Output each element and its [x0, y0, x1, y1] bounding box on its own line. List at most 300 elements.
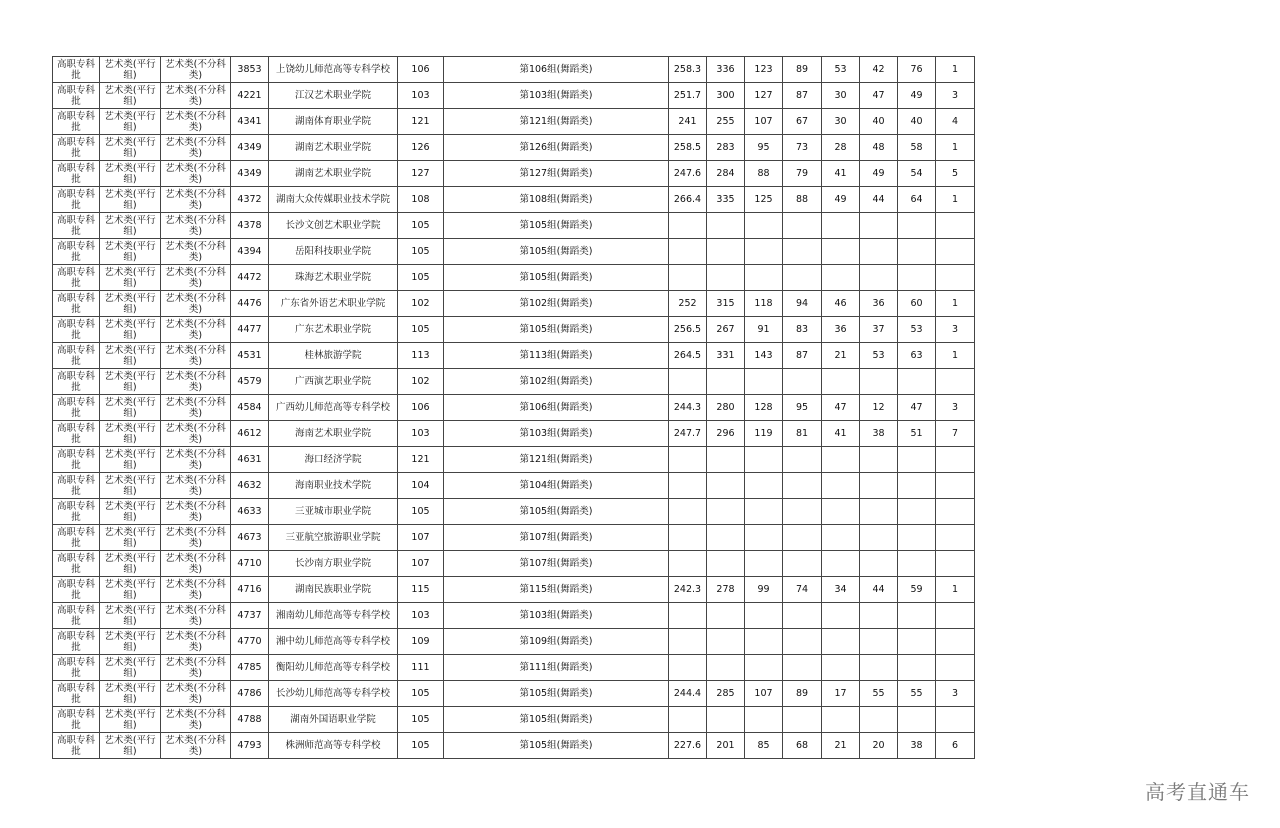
batch-cell: 高职专科批 [53, 239, 100, 265]
value-cell-1 [707, 239, 745, 265]
subject-cell: 艺术类(不分科类) [161, 395, 231, 421]
value-cell-2: 119 [745, 421, 783, 447]
value-cell-6 [898, 655, 936, 681]
subject-cell: 艺术类(不分科类) [161, 473, 231, 499]
batch-cell: 高职专科批 [53, 187, 100, 213]
group-name-cell: 第115组(舞蹈类) [444, 577, 669, 603]
value-cell-1: 278 [707, 577, 745, 603]
count-cell [936, 499, 975, 525]
group-name-cell: 第111组(舞蹈类) [444, 655, 669, 681]
batch-cell: 高职专科批 [53, 421, 100, 447]
school-name-cell: 湘中幼儿师范高等专科学校 [269, 629, 398, 655]
score-cell: 264.5 [669, 343, 707, 369]
value-cell-4: 21 [822, 343, 860, 369]
table-row [53, 473, 975, 499]
group-code-cell: 107 [398, 525, 444, 551]
count-cell: 3 [936, 83, 975, 109]
batch-cell: 高职专科批 [53, 551, 100, 577]
value-cell-1 [707, 551, 745, 577]
value-cell-1: 283 [707, 135, 745, 161]
group-code-cell: 121 [398, 447, 444, 473]
value-cell-5 [860, 213, 898, 239]
value-cell-6: 59 [898, 577, 936, 603]
value-cell-6 [898, 707, 936, 733]
school-name-cell: 三亚城市职业学院 [269, 499, 398, 525]
school-name-cell: 珠海艺术职业学院 [269, 265, 398, 291]
group-code-cell: 126 [398, 135, 444, 161]
table-row [53, 83, 975, 109]
value-cell-4 [822, 551, 860, 577]
group-code-cell: 113 [398, 343, 444, 369]
value-cell-1: 255 [707, 109, 745, 135]
table-row [53, 265, 975, 291]
school-name-cell: 湖南外国语职业学院 [269, 707, 398, 733]
group-name-cell: 第102组(舞蹈类) [444, 369, 669, 395]
value-cell-5: 44 [860, 577, 898, 603]
count-cell [936, 525, 975, 551]
table-row [53, 551, 975, 577]
table-row [53, 291, 975, 317]
category-cell: 艺术类(平行组) [100, 551, 161, 577]
score-cell [669, 499, 707, 525]
subject-cell: 艺术类(不分科类) [161, 707, 231, 733]
value-cell-5: 49 [860, 161, 898, 187]
value-cell-3: 68 [783, 733, 822, 759]
category-cell: 艺术类(平行组) [100, 213, 161, 239]
group-code-cell: 105 [398, 733, 444, 759]
score-cell: 242.3 [669, 577, 707, 603]
school-name-cell: 海口经济学院 [269, 447, 398, 473]
category-cell: 艺术类(平行组) [100, 655, 161, 681]
school-code-cell: 4788 [231, 707, 269, 733]
value-cell-4 [822, 499, 860, 525]
value-cell-4 [822, 655, 860, 681]
value-cell-3: 94 [783, 291, 822, 317]
group-code-cell: 105 [398, 681, 444, 707]
value-cell-5: 44 [860, 187, 898, 213]
count-cell: 6 [936, 733, 975, 759]
value-cell-1 [707, 525, 745, 551]
category-cell: 艺术类(平行组) [100, 57, 161, 83]
value-cell-2: 99 [745, 577, 783, 603]
value-cell-3 [783, 239, 822, 265]
value-cell-2: 127 [745, 83, 783, 109]
table-row [53, 655, 975, 681]
value-cell-1: 280 [707, 395, 745, 421]
school-code-cell: 4472 [231, 265, 269, 291]
value-cell-2: 125 [745, 187, 783, 213]
value-cell-4 [822, 629, 860, 655]
group-name-cell: 第104组(舞蹈类) [444, 473, 669, 499]
table-row [53, 343, 975, 369]
school-name-cell: 衡阳幼儿师范高等专科学校 [269, 655, 398, 681]
group-code-cell: 103 [398, 603, 444, 629]
school-code-cell: 4770 [231, 629, 269, 655]
value-cell-4 [822, 447, 860, 473]
count-cell [936, 265, 975, 291]
group-code-cell: 106 [398, 395, 444, 421]
batch-cell: 高职专科批 [53, 655, 100, 681]
count-cell: 3 [936, 395, 975, 421]
school-code-cell: 4716 [231, 577, 269, 603]
value-cell-1: 315 [707, 291, 745, 317]
batch-cell: 高职专科批 [53, 499, 100, 525]
school-code-cell: 4633 [231, 499, 269, 525]
value-cell-5 [860, 239, 898, 265]
score-cell [669, 239, 707, 265]
school-name-cell: 广东省外语艺术职业学院 [269, 291, 398, 317]
score-cell [669, 707, 707, 733]
category-cell: 艺术类(平行组) [100, 603, 161, 629]
school-name-cell: 湖南体育职业学院 [269, 109, 398, 135]
value-cell-6 [898, 603, 936, 629]
group-code-cell: 102 [398, 291, 444, 317]
subject-cell: 艺术类(不分科类) [161, 525, 231, 551]
school-code-cell: 4579 [231, 369, 269, 395]
school-code-cell: 4476 [231, 291, 269, 317]
count-cell: 3 [936, 317, 975, 343]
batch-cell: 高职专科批 [53, 343, 100, 369]
value-cell-4: 53 [822, 57, 860, 83]
batch-cell: 高职专科批 [53, 135, 100, 161]
count-cell: 7 [936, 421, 975, 447]
school-code-cell: 4793 [231, 733, 269, 759]
value-cell-4 [822, 369, 860, 395]
group-name-cell: 第126组(舞蹈类) [444, 135, 669, 161]
batch-cell: 高职专科批 [53, 629, 100, 655]
count-cell [936, 707, 975, 733]
group-name-cell: 第105组(舞蹈类) [444, 239, 669, 265]
school-name-cell: 广西演艺职业学院 [269, 369, 398, 395]
group-name-cell: 第103组(舞蹈类) [444, 83, 669, 109]
category-cell: 艺术类(平行组) [100, 707, 161, 733]
subject-cell: 艺术类(不分科类) [161, 369, 231, 395]
group-name-cell: 第105组(舞蹈类) [444, 707, 669, 733]
value-cell-3: 87 [783, 83, 822, 109]
school-name-cell: 长沙南方职业学院 [269, 551, 398, 577]
value-cell-3 [783, 499, 822, 525]
batch-cell: 高职专科批 [53, 265, 100, 291]
group-code-cell: 107 [398, 551, 444, 577]
group-code-cell: 102 [398, 369, 444, 395]
group-code-cell: 106 [398, 57, 444, 83]
school-code-cell: 4785 [231, 655, 269, 681]
table-row [53, 603, 975, 629]
score-cell: 266.4 [669, 187, 707, 213]
value-cell-6 [898, 499, 936, 525]
table-row [53, 707, 975, 733]
value-cell-3 [783, 473, 822, 499]
subject-cell: 艺术类(不分科类) [161, 577, 231, 603]
score-cell: 252 [669, 291, 707, 317]
value-cell-5: 20 [860, 733, 898, 759]
school-name-cell: 长沙幼儿师范高等专科学校 [269, 681, 398, 707]
category-cell: 艺术类(平行组) [100, 369, 161, 395]
value-cell-2 [745, 655, 783, 681]
category-cell: 艺术类(平行组) [100, 343, 161, 369]
value-cell-5: 36 [860, 291, 898, 317]
school-code-cell: 4372 [231, 187, 269, 213]
group-name-cell: 第107组(舞蹈类) [444, 551, 669, 577]
value-cell-1 [707, 629, 745, 655]
value-cell-3: 81 [783, 421, 822, 447]
group-name-cell: 第121组(舞蹈类) [444, 109, 669, 135]
value-cell-6 [898, 213, 936, 239]
table-row [53, 629, 975, 655]
value-cell-2: 107 [745, 681, 783, 707]
value-cell-2: 123 [745, 57, 783, 83]
score-cell: 241 [669, 109, 707, 135]
value-cell-2: 107 [745, 109, 783, 135]
value-cell-3: 89 [783, 57, 822, 83]
score-cell [669, 551, 707, 577]
value-cell-1: 284 [707, 161, 745, 187]
value-cell-2 [745, 369, 783, 395]
score-cell: 258.3 [669, 57, 707, 83]
category-cell: 艺术类(平行组) [100, 239, 161, 265]
category-cell: 艺术类(平行组) [100, 629, 161, 655]
category-cell: 艺术类(平行组) [100, 473, 161, 499]
value-cell-1 [707, 447, 745, 473]
school-name-cell: 湖南艺术职业学院 [269, 135, 398, 161]
table-row [53, 421, 975, 447]
category-cell: 艺术类(平行组) [100, 317, 161, 343]
score-cell: 258.5 [669, 135, 707, 161]
value-cell-6: 76 [898, 57, 936, 83]
table-row [53, 525, 975, 551]
batch-cell: 高职专科批 [53, 681, 100, 707]
value-cell-4: 41 [822, 421, 860, 447]
value-cell-3: 89 [783, 681, 822, 707]
value-cell-5: 38 [860, 421, 898, 447]
category-cell: 艺术类(平行组) [100, 291, 161, 317]
subject-cell: 艺术类(不分科类) [161, 733, 231, 759]
table-row [53, 187, 975, 213]
school-code-cell: 4612 [231, 421, 269, 447]
value-cell-3: 73 [783, 135, 822, 161]
score-cell [669, 447, 707, 473]
subject-cell: 艺术类(不分科类) [161, 499, 231, 525]
score-cell [669, 473, 707, 499]
category-cell: 艺术类(平行组) [100, 525, 161, 551]
count-cell: 1 [936, 57, 975, 83]
subject-cell: 艺术类(不分科类) [161, 603, 231, 629]
value-cell-3 [783, 265, 822, 291]
value-cell-6: 58 [898, 135, 936, 161]
value-cell-4: 46 [822, 291, 860, 317]
value-cell-5: 40 [860, 109, 898, 135]
value-cell-1: 300 [707, 83, 745, 109]
group-code-cell: 103 [398, 421, 444, 447]
value-cell-3 [783, 603, 822, 629]
school-name-cell: 湖南艺术职业学院 [269, 161, 398, 187]
table-row [53, 317, 975, 343]
school-code-cell: 4737 [231, 603, 269, 629]
subject-cell: 艺术类(不分科类) [161, 655, 231, 681]
school-code-cell: 4631 [231, 447, 269, 473]
value-cell-5 [860, 499, 898, 525]
value-cell-6 [898, 473, 936, 499]
value-cell-3 [783, 551, 822, 577]
school-name-cell: 江汉艺术职业学院 [269, 83, 398, 109]
school-code-cell: 4341 [231, 109, 269, 135]
table-row [53, 447, 975, 473]
table-row [53, 395, 975, 421]
value-cell-5 [860, 551, 898, 577]
group-name-cell: 第107组(舞蹈类) [444, 525, 669, 551]
group-name-cell: 第113组(舞蹈类) [444, 343, 669, 369]
school-name-cell: 上饶幼儿师范高等专科学校 [269, 57, 398, 83]
batch-cell: 高职专科批 [53, 213, 100, 239]
count-cell [936, 655, 975, 681]
value-cell-5: 47 [860, 83, 898, 109]
subject-cell: 艺术类(不分科类) [161, 239, 231, 265]
group-name-cell: 第108组(舞蹈类) [444, 187, 669, 213]
value-cell-5 [860, 603, 898, 629]
value-cell-6 [898, 239, 936, 265]
group-name-cell: 第106组(舞蹈类) [444, 57, 669, 83]
group-name-cell: 第105组(舞蹈类) [444, 499, 669, 525]
batch-cell: 高职专科批 [53, 707, 100, 733]
value-cell-5: 42 [860, 57, 898, 83]
table-row [53, 239, 975, 265]
school-code-cell: 4349 [231, 135, 269, 161]
value-cell-2 [745, 525, 783, 551]
school-code-cell: 4378 [231, 213, 269, 239]
category-cell: 艺术类(平行组) [100, 83, 161, 109]
score-cell [669, 603, 707, 629]
value-cell-2: 128 [745, 395, 783, 421]
value-cell-2 [745, 603, 783, 629]
count-cell [936, 213, 975, 239]
score-cell: 244.3 [669, 395, 707, 421]
group-name-cell: 第102组(舞蹈类) [444, 291, 669, 317]
value-cell-2: 91 [745, 317, 783, 343]
value-cell-5 [860, 473, 898, 499]
school-code-cell: 4221 [231, 83, 269, 109]
value-cell-5 [860, 525, 898, 551]
school-name-cell: 广西幼儿师范高等专科学校 [269, 395, 398, 421]
subject-cell: 艺术类(不分科类) [161, 109, 231, 135]
table-body [53, 57, 975, 759]
group-code-cell: 105 [398, 265, 444, 291]
admissions-table [52, 56, 975, 759]
batch-cell: 高职专科批 [53, 83, 100, 109]
value-cell-1 [707, 213, 745, 239]
value-cell-4: 17 [822, 681, 860, 707]
value-cell-2 [745, 447, 783, 473]
value-cell-4 [822, 525, 860, 551]
value-cell-4 [822, 213, 860, 239]
count-cell: 4 [936, 109, 975, 135]
subject-cell: 艺术类(不分科类) [161, 57, 231, 83]
value-cell-1: 285 [707, 681, 745, 707]
value-cell-6: 40 [898, 109, 936, 135]
school-code-cell: 4632 [231, 473, 269, 499]
category-cell: 艺术类(平行组) [100, 187, 161, 213]
watermark-text: 高考直通车 [1145, 780, 1250, 804]
score-cell: 256.5 [669, 317, 707, 343]
value-cell-4: 41 [822, 161, 860, 187]
value-cell-2: 95 [745, 135, 783, 161]
value-cell-3 [783, 447, 822, 473]
value-cell-6: 47 [898, 395, 936, 421]
count-cell [936, 369, 975, 395]
school-name-cell: 海南艺术职业学院 [269, 421, 398, 447]
subject-cell: 艺术类(不分科类) [161, 161, 231, 187]
value-cell-5: 12 [860, 395, 898, 421]
school-name-cell: 岳阳科技职业学院 [269, 239, 398, 265]
group-name-cell: 第106组(舞蹈类) [444, 395, 669, 421]
value-cell-4 [822, 603, 860, 629]
count-cell: 1 [936, 135, 975, 161]
value-cell-1 [707, 473, 745, 499]
school-name-cell: 湖南大众传媒职业技术学院 [269, 187, 398, 213]
group-name-cell: 第103组(舞蹈类) [444, 603, 669, 629]
table-row [53, 369, 975, 395]
value-cell-5 [860, 265, 898, 291]
value-cell-4: 28 [822, 135, 860, 161]
group-code-cell: 108 [398, 187, 444, 213]
subject-cell: 艺术类(不分科类) [161, 343, 231, 369]
category-cell: 艺术类(平行组) [100, 109, 161, 135]
subject-cell: 艺术类(不分科类) [161, 291, 231, 317]
batch-cell: 高职专科批 [53, 161, 100, 187]
value-cell-6: 49 [898, 83, 936, 109]
school-code-cell: 4673 [231, 525, 269, 551]
school-code-cell: 4710 [231, 551, 269, 577]
value-cell-4 [822, 265, 860, 291]
score-cell [669, 369, 707, 395]
value-cell-6 [898, 629, 936, 655]
value-cell-5: 53 [860, 343, 898, 369]
value-cell-4: 49 [822, 187, 860, 213]
value-cell-1: 267 [707, 317, 745, 343]
subject-cell: 艺术类(不分科类) [161, 187, 231, 213]
group-code-cell: 109 [398, 629, 444, 655]
school-code-cell: 4477 [231, 317, 269, 343]
value-cell-3 [783, 369, 822, 395]
value-cell-2 [745, 499, 783, 525]
subject-cell: 艺术类(不分科类) [161, 213, 231, 239]
value-cell-3 [783, 707, 822, 733]
value-cell-3 [783, 525, 822, 551]
value-cell-2 [745, 265, 783, 291]
value-cell-6: 64 [898, 187, 936, 213]
batch-cell: 高职专科批 [53, 395, 100, 421]
value-cell-6 [898, 265, 936, 291]
value-cell-3: 95 [783, 395, 822, 421]
score-cell [669, 265, 707, 291]
group-code-cell: 104 [398, 473, 444, 499]
score-cell [669, 655, 707, 681]
value-cell-6 [898, 369, 936, 395]
subject-cell: 艺术类(不分科类) [161, 447, 231, 473]
school-name-cell: 三亚航空旅游职业学院 [269, 525, 398, 551]
subject-cell: 艺术类(不分科类) [161, 83, 231, 109]
value-cell-4 [822, 239, 860, 265]
count-cell [936, 239, 975, 265]
value-cell-1 [707, 603, 745, 629]
batch-cell: 高职专科批 [53, 473, 100, 499]
school-name-cell: 桂林旅游学院 [269, 343, 398, 369]
count-cell [936, 629, 975, 655]
batch-cell: 高职专科批 [53, 525, 100, 551]
group-name-cell: 第103组(舞蹈类) [444, 421, 669, 447]
count-cell [936, 447, 975, 473]
score-cell [669, 213, 707, 239]
value-cell-5: 37 [860, 317, 898, 343]
